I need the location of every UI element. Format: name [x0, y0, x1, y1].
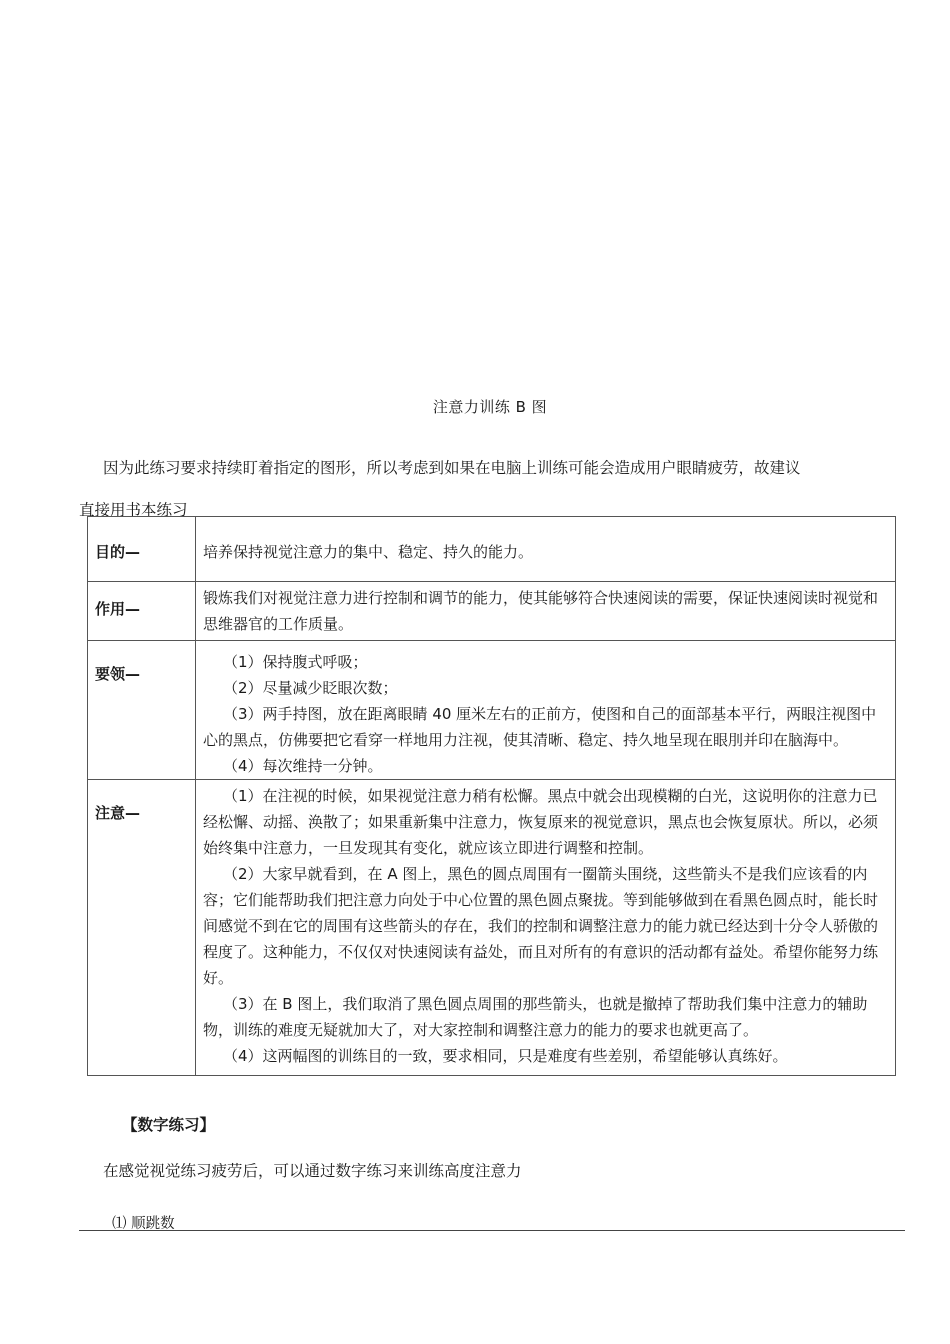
- row-content-cell: [196, 582, 896, 641]
- function-text: 锻炼我们对视觉注意力进行控制和调节的能力，使其能够符合快速阅读的需要，保证快速阅读时视觉和思维器官的工作质量。: [203, 589, 879, 633]
- table-row-purpose: [88, 517, 896, 582]
- footer-divider: [79, 1230, 905, 1231]
- table-row-notes: [88, 780, 896, 1076]
- table-row-keys: [88, 641, 896, 780]
- keys-item: （4）每次维持一分钟。: [223, 757, 383, 775]
- intro-paragraph-line-2: 直接用书本练习: [79, 501, 188, 519]
- row-content-cell: [196, 517, 896, 582]
- row-content-cell: [196, 641, 896, 780]
- notes-label: 注意—: [95, 804, 141, 822]
- training-info-table: [87, 516, 896, 1076]
- row-label-cell: [88, 582, 196, 641]
- keys-item: （3）两手持图，放在距离眼睛 40 厘米左右的正前方，使图和自己的面部基本平行，两眼注视图中心的黑点，仿佛要把它看穿一样地用力注视，使其清晰、稳定、持久地呈现在眼刖并印在脑海中。: [203, 705, 877, 749]
- keys-item: （2）尽量减少眨眼次数；: [223, 679, 398, 697]
- table-row-function: [88, 582, 896, 641]
- row-label-cell: [88, 780, 196, 1076]
- notes-list: [203, 783, 891, 1075]
- row-content-cell: [196, 780, 896, 1076]
- notes-item: （2）大家早就看到，在 A 图上，黑色的圆点周围有一圈箭头围绕，这些箭头不是我们应该看的内容；它们能帮助我们把注意力向处于中心位置的黑色圆点聚拢。等到能够做到在看黑色圆点时，能长时间感觉不到在它的周围有这些箭头的存在，我们的控制和调整注意力的能力就已经达到十分令人骄傲的程度了。这种能力，不仅仅对快速阅读有益处，而且对所有的有意识的活动都有益处。希望你能努力练好。: [203, 865, 879, 987]
- subitem-sequential-jump: ⑴ 顺跳数: [112, 1216, 175, 1232]
- purpose-text: 培养保持视觉注意力的集中、稳定、持久的能力。: [203, 543, 534, 561]
- purpose-label: 目的—: [95, 543, 141, 561]
- row-label-cell: [88, 517, 196, 582]
- section-intro-text: 在感觉视觉练习疲劳后，可以通过数字练习来训练高度注意力: [103, 1162, 522, 1180]
- keys-label: 要领—: [95, 665, 141, 683]
- keys-item: （1）保持腹式呼吸；: [223, 653, 368, 671]
- row-label-cell: [88, 641, 196, 780]
- notes-item: （1）在注视的时候，如果视觉注意力稍有松懈。黑点中就会出现模糊的白光，这说明你的注意力已经松懈、动摇、涣散了；如果重新集中注意力，恢复原来的视觉意识，黑点也会恢复原状。所以，必须始终集中注意力，一旦发现其有变化，就应该立即进行调整和控制。: [203, 787, 879, 857]
- keys-list: [203, 649, 891, 779]
- function-label: 作用—: [95, 600, 141, 618]
- section-heading-number-practice: 【数字练习】: [122, 1116, 216, 1134]
- page-title: 注意力训练 B 图: [432, 398, 548, 416]
- notes-item: （4）这两幅图的训练目的一致，要求相同，只是难度有些差别，希望能够认真练好。: [223, 1047, 788, 1065]
- notes-item: （3）在 B 图上，我们取消了黑色圆点周围的那些箭头，也就是撤掉了帮助我们集中注意力的辅助物，训练的难度无疑就加大了，对大家控制和调整注意力的能力的要求也就更高了。: [203, 995, 868, 1039]
- intro-paragraph-line-1: 因为此练习要求持续盯着指定的图形，所以考虑到如果在电脑上训练可能会造成用户眼睛疲劳，故建议: [103, 459, 801, 477]
